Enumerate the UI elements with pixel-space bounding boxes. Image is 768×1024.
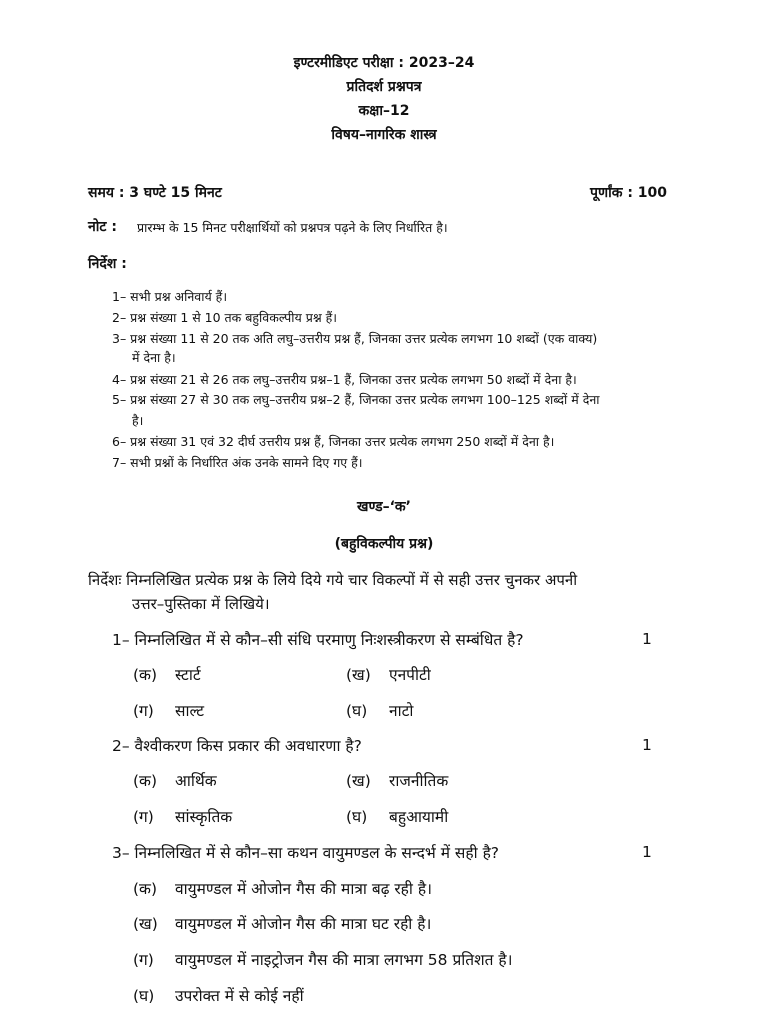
total-marks: पूर्णांक : 100 (590, 185, 668, 201)
question-marks: 1 (642, 630, 652, 648)
section-subtitle: (बहुविकल्पीय प्रश्न) (334, 536, 434, 552)
section-title: खण्ड–‘क’ (357, 499, 411, 515)
option-key: (क) (133, 772, 157, 790)
question-text: 1– निम्नलिखित में से कौन–सी संधि परमाणु निःशस्त्रीकरण से सम्बंधित है? (112, 631, 524, 649)
option-key: (ग) (133, 951, 154, 969)
class-label: कक्षा–12 (358, 103, 410, 119)
section-direction: निर्देशः निम्नलिखित प्रत्येक प्रश्न के लिये दिये गये चार विकल्पों में से सही उत्तर चुनकर अपनी (88, 571, 578, 589)
question-text: 2– वैश्वीकरण किस प्रकार की अवधारणा है? (112, 737, 362, 755)
option-text: साल्ट (175, 702, 205, 720)
question-marks: 1 (642, 843, 652, 861)
option-key: (घ) (133, 987, 155, 1005)
option-text: बहुआयामी (389, 808, 449, 826)
option-text: स्टार्ट (175, 666, 201, 684)
note-label: नोट : (88, 219, 117, 235)
option-key: (क) (133, 666, 157, 684)
option-text: आर्थिक (175, 772, 217, 790)
instruction-item: 7– सभी प्रश्नों के निर्धारित अंक उनके सामने दिए गए हैं। (112, 455, 363, 470)
option-key: (ग) (133, 808, 154, 826)
question-text: 3– निम्नलिखित में से कौन–सा कथन वायुमण्डल के सन्दर्भ में सही है? (112, 844, 500, 862)
option-key: (घ) (346, 702, 368, 720)
option-text: सांस्कृतिक (175, 808, 233, 826)
instruction-item-continued: है। (132, 413, 144, 428)
instruction-item: 3– प्रश्न संख्या 11 से 20 तक अति लघु–उत्तरीय प्रश्न हैं, जिनका उत्तर प्रत्येक लगभग 10 शब्दों (एक वाक्य) (112, 331, 598, 346)
option-key: (ख) (133, 915, 158, 933)
note-text: प्रारम्भ के 15 मिनट परीक्षार्थियों को प्रश्नपत्र पढ़ने के लिए निर्धारित है। (137, 220, 448, 235)
option-key: (ग) (133, 702, 154, 720)
instruction-item-continued: में देना है। (132, 350, 176, 365)
instruction-item: 2– प्रश्न संख्या 1 से 10 तक बहुविकल्पीय प्रश्न हैं। (112, 310, 338, 325)
option-text: वायुमण्डल में ओजोन गैस की मात्रा घट रही है। (175, 915, 432, 933)
option-text: राजनीतिक (389, 772, 449, 790)
instruction-item: 6– प्रश्न संख्या 31 एवं 32 दीर्घ उत्तरीय प्रश्न हैं, जिनका उत्तर प्रत्येक लगभग 250 शब्दों में देना है। (112, 434, 555, 449)
time-label: समय : 3 घण्टे 15 मिनट (88, 185, 222, 201)
option-key: (क) (133, 880, 157, 898)
instructions-heading: निर्देश : (88, 256, 127, 272)
option-key: (ख) (346, 772, 371, 790)
option-key: (ख) (346, 666, 371, 684)
option-text: उपरोक्त में से कोई नहीं (175, 987, 304, 1005)
option-text: वायुमण्डल में ओजोन गैस की मात्रा बढ़ रही है। (175, 880, 432, 898)
option-text: वायुमण्डल में नाइट्रोजन गैस की मात्रा लगभग 58 प्रतिशत है। (175, 951, 513, 969)
option-text: नाटो (389, 702, 414, 720)
exam-title: इण्टरमीडिएट परीक्षा : 2023–24 (293, 55, 475, 71)
instruction-item: 1– सभी प्रश्न अनिवार्य हैं। (112, 289, 228, 304)
instruction-item: 4– प्रश्न संख्या 21 से 26 तक लघु–उत्तरीय प्रश्न–1 हैं, जिनका उत्तर प्रत्येक लगभग 50 शब्दों में देना है। (112, 372, 577, 387)
question-marks: 1 (642, 736, 652, 754)
option-text: एनपीटी (389, 666, 431, 684)
section-direction-continued: उत्तर–पुस्तिका में लिखिये। (132, 595, 270, 613)
subject-label: विषय–नागरिक शास्त्र (331, 127, 437, 143)
paper-type: प्रतिदर्श प्रश्नपत्र (346, 79, 422, 95)
option-key: (घ) (346, 808, 368, 826)
instruction-item: 5– प्रश्न संख्या 27 से 30 तक लघु–उत्तरीय प्रश्न–2 हैं, जिनका उत्तर प्रत्येक लगभग 100–125 शब्दों में देना (112, 392, 600, 407)
